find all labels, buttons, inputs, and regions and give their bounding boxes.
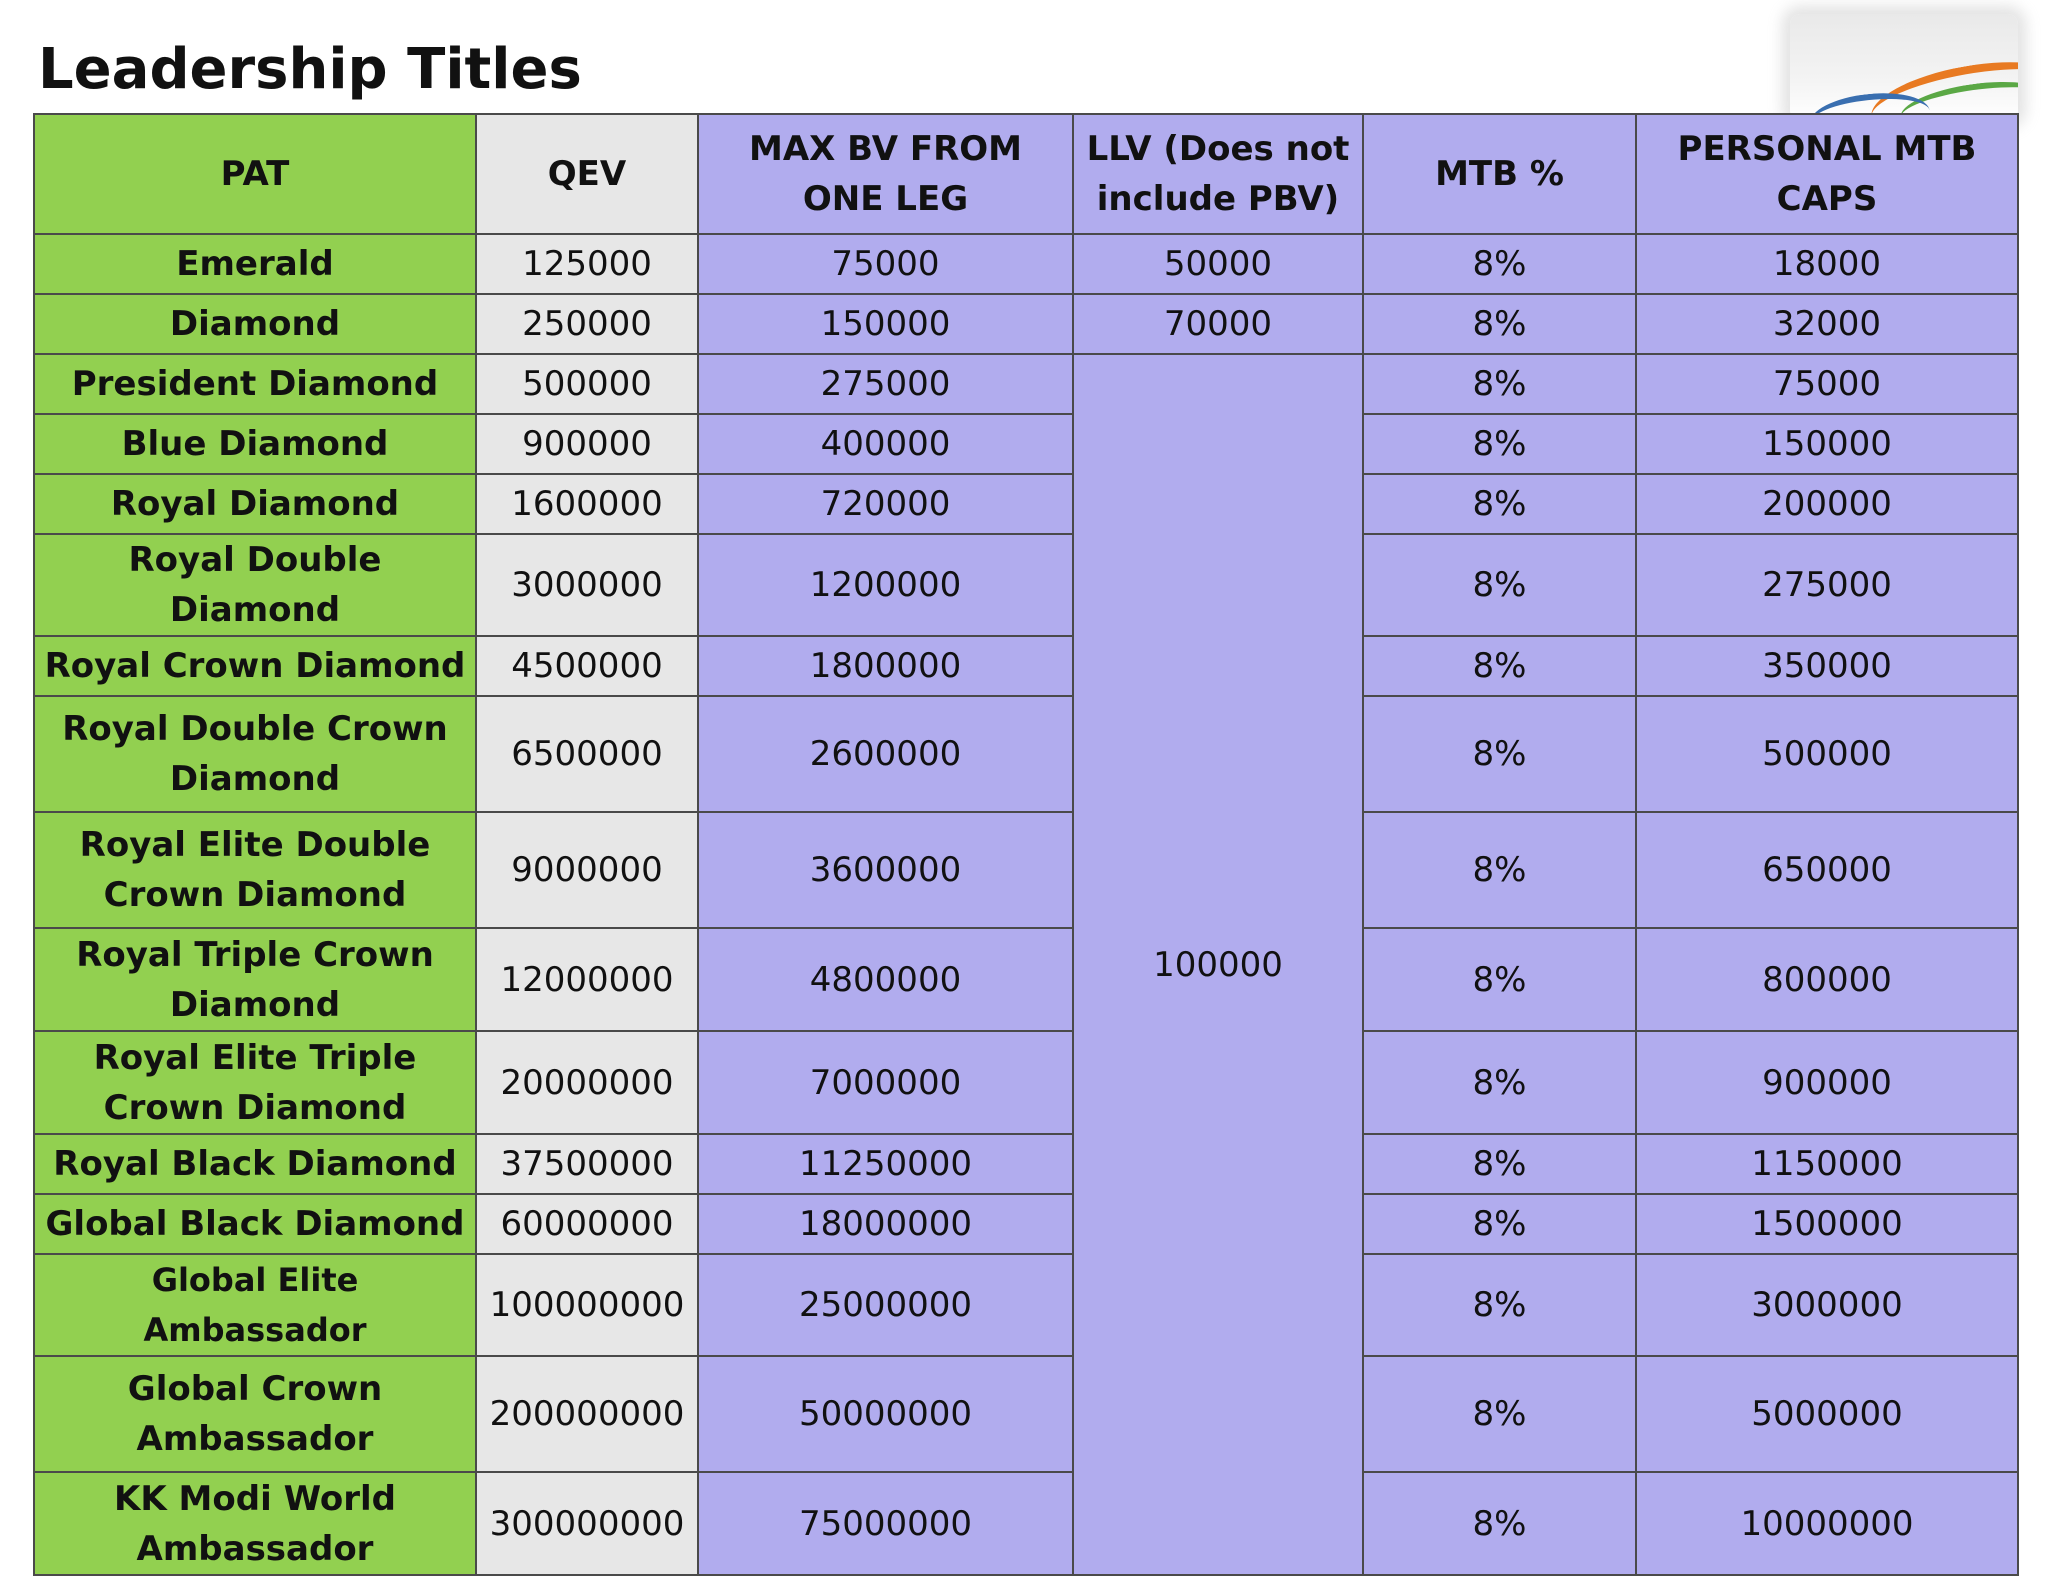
header-mtb: MTB % [1363,114,1636,234]
pat-cell: Global Black Diamond [34,1194,476,1254]
flag-swoosh-logo-icon [1790,14,2018,120]
qev-cell: 100000000 [476,1254,698,1356]
table-row [34,414,2018,474]
pat-cell: Royal Elite Double Crown Diamond [34,812,476,928]
table-row [34,636,2018,696]
max-bv-cell: 18000000 [698,1194,1073,1254]
caps-cell: 32000 [1636,294,2018,354]
mtb-cell: 8% [1363,234,1636,294]
mtb-cell: 8% [1363,636,1636,696]
qev-cell: 9000000 [476,812,698,928]
pat-cell: Royal Black Diamond [34,1134,476,1194]
mtb-cell: 8% [1363,1472,1636,1575]
qev-cell: 250000 [476,294,698,354]
table-row [34,1254,2018,1356]
table-row [34,696,2018,812]
caps-cell: 150000 [1636,414,2018,474]
mtb-cell: 8% [1363,1194,1636,1254]
pat-cell: KK Modi World Ambassador [34,1472,476,1575]
table-row [34,1194,2018,1254]
mtb-cell: 8% [1363,696,1636,812]
header-row [34,114,2018,234]
pat-cell: Royal Crown Diamond [34,636,476,696]
mtb-cell: 8% [1363,414,1636,474]
max-bv-cell: 75000000 [698,1472,1073,1575]
pat-cell: Royal Diamond [34,474,476,534]
table-row [34,474,2018,534]
max-bv-cell: 2600000 [698,696,1073,812]
qev-cell: 37500000 [476,1134,698,1194]
caps-cell: 650000 [1636,812,2018,928]
header-pat: PAT [34,114,476,234]
max-bv-cell: 150000 [698,294,1073,354]
max-bv-cell: 1800000 [698,636,1073,696]
qev-cell: 125000 [476,234,698,294]
table-row [34,1356,2018,1472]
qev-cell: 900000 [476,414,698,474]
max-bv-cell: 1200000 [698,534,1073,636]
pat-cell: Royal Elite Triple Crown Diamond [34,1031,476,1134]
qev-cell: 20000000 [476,1031,698,1134]
caps-cell: 900000 [1636,1031,2018,1134]
table-row [34,534,2018,636]
pat-cell: Royal Double Diamond [34,534,476,636]
caps-cell: 500000 [1636,696,2018,812]
max-bv-cell: 50000000 [698,1356,1073,1472]
table-row [34,1031,2018,1134]
header-caps: PERSONAL MTB CAPS [1636,114,2018,234]
table-row [34,294,2018,354]
pat-cell: Blue Diamond [34,414,476,474]
caps-cell: 1500000 [1636,1194,2018,1254]
qev-cell: 6500000 [476,696,698,812]
qev-cell: 1600000 [476,474,698,534]
caps-cell: 18000 [1636,234,2018,294]
caps-cell: 75000 [1636,354,2018,414]
llv-cell: 70000 [1073,294,1363,354]
mtb-cell: 8% [1363,474,1636,534]
mtb-cell: 8% [1363,928,1636,1031]
qev-cell: 60000000 [476,1194,698,1254]
pat-cell: President Diamond [34,354,476,414]
qev-cell: 3000000 [476,534,698,636]
qev-cell: 12000000 [476,928,698,1031]
caps-cell: 350000 [1636,636,2018,696]
header-max-bv: MAX BV FROM ONE LEG [698,114,1073,234]
llv-cell: 50000 [1073,234,1363,294]
mtb-cell: 8% [1363,294,1636,354]
max-bv-cell: 25000000 [698,1254,1073,1356]
max-bv-cell: 11250000 [698,1134,1073,1194]
caps-cell: 10000000 [1636,1472,2018,1575]
header-qev: QEV [476,114,698,234]
mtb-cell: 8% [1363,1031,1636,1134]
caps-cell: 800000 [1636,928,2018,1031]
mtb-cell: 8% [1363,354,1636,414]
mtb-cell: 8% [1363,534,1636,636]
table-row [34,1134,2018,1194]
max-bv-cell: 400000 [698,414,1073,474]
qev-cell: 500000 [476,354,698,414]
llv-merged-cell: 100000 [1073,354,1363,1575]
qev-cell: 300000000 [476,1472,698,1575]
pat-cell: Global Elite Ambassador [34,1254,476,1356]
mtb-cell: 8% [1363,1254,1636,1356]
pat-cell: Royal Double Crown Diamond [34,696,476,812]
max-bv-cell: 720000 [698,474,1073,534]
caps-cell: 3000000 [1636,1254,2018,1356]
max-bv-cell: 75000 [698,234,1073,294]
mtb-cell: 8% [1363,812,1636,928]
caps-cell: 200000 [1636,474,2018,534]
pat-cell: Diamond [34,294,476,354]
table-row [34,354,2018,414]
caps-cell: 275000 [1636,534,2018,636]
leadership-titles-table [33,113,2019,1576]
max-bv-cell: 7000000 [698,1031,1073,1134]
qev-cell: 4500000 [476,636,698,696]
table-row [34,234,2018,294]
pat-cell: Royal Triple Crown Diamond [34,928,476,1031]
header-llv: LLV (Does not include PBV) [1073,114,1363,234]
table-row [34,812,2018,928]
caps-cell: 5000000 [1636,1356,2018,1472]
max-bv-cell: 275000 [698,354,1073,414]
qev-cell: 200000000 [476,1356,698,1472]
table-row [34,1472,2018,1575]
max-bv-cell: 4800000 [698,928,1073,1031]
mtb-cell: 8% [1363,1134,1636,1194]
pat-cell: Global Crown Ambassador [34,1356,476,1472]
caps-cell: 1150000 [1636,1134,2018,1194]
pat-cell: Emerald [34,234,476,294]
max-bv-cell: 3600000 [698,812,1073,928]
page-title: Leadership Titles [38,37,582,102]
mtb-cell: 8% [1363,1356,1636,1472]
table-row [34,928,2018,1031]
